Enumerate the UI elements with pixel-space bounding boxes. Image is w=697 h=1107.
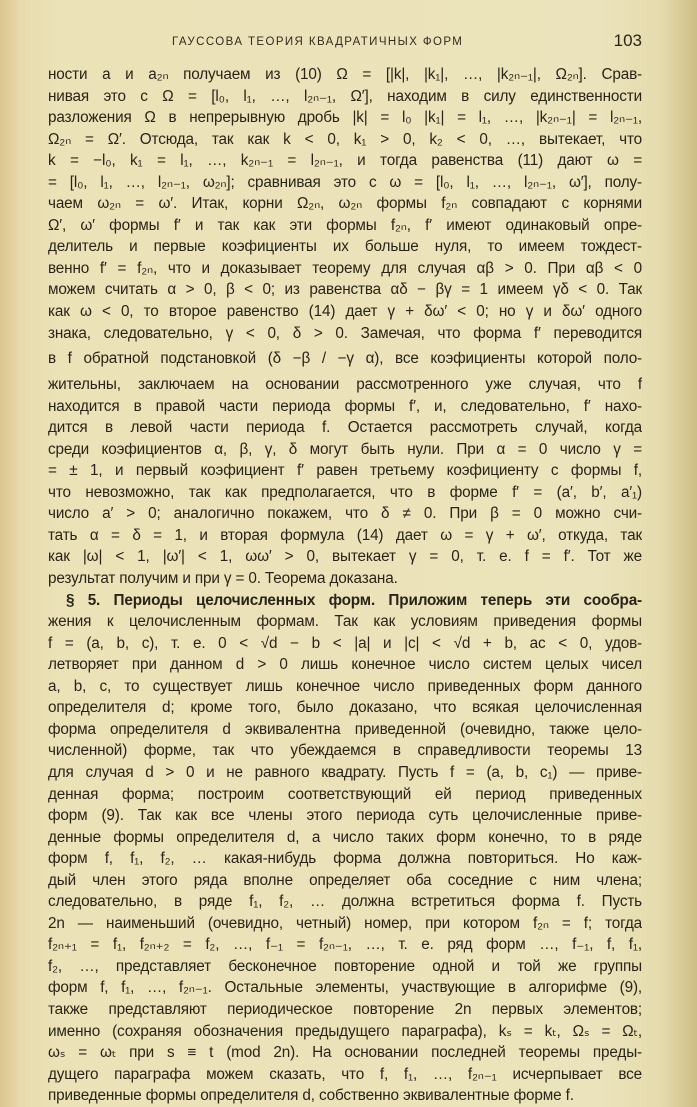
text-line: денная форма; построим соответствующий ей период приведенных	[48, 785, 642, 803]
text-line: k = −l₀, k₁ = l₁, …, k₂ₙ₋₁ = l₂ₙ₋₁, и тогда равенства (11) дают ω =	[48, 152, 642, 170]
text-line: жения к целочисленным формам. Так как условиям приведения формы	[48, 613, 642, 631]
text-line: a, b, c, то существует лишь конечное число приведенных форм данного	[48, 677, 642, 695]
text-line: дый член этого ряда вполне определяет оба соседние с ним члена;	[48, 871, 642, 889]
text-line: среди коэфициентов α, β, γ, δ могут быть нули. При α = 0 число γ =	[48, 440, 642, 458]
text-line: что невозможно, так как предполагается, что в форме f′ = (a′, b′, a′₁)	[48, 483, 642, 501]
text-line: нивая это с Ω = [l₀, l₁, …, l₂ₙ₋₁, Ω′], находим в силу единственности	[48, 87, 642, 105]
text-line: определителя d; кроме того, было доказано, что всякая целочисленная	[48, 699, 642, 717]
text-line: форма определителя d эквивалентна приведенной (очевидно, также цело-	[48, 720, 642, 738]
text-line: ωₛ = ωₜ при s ≡ t (mod 2n). На основании последней теоремы преды-	[48, 1044, 642, 1062]
text-line: следовательно, в ряде f₁, f₂, … должна встретиться форма f. Пусть	[48, 893, 642, 911]
text-line: = [l₀, l₁, …, l₂ₙ₋₁, ω₂ₙ]; сравнивая это с ω = [l₀, l₁, …, l₂ₙ₋₁, ω′], полу-	[48, 173, 642, 191]
text-line: как ω < 0, то второе равенство (14) дает γ + δω′ < 0; но γ и δω′ одного	[48, 303, 642, 321]
text-line: приведенные формы определителя d, собственно эквивалентные форме f.	[48, 1087, 574, 1105]
text-line: f₂ₙ₊₁ = f₁, f₂ₙ₊₂ = f₂, …, f₋₁ = f₂ₙ₋₁, …, т. е. ряд форм …, f₋₁, f, f₁,	[48, 936, 642, 954]
text-line: дится в левой части периода f. Остается рассмотреть случай, когда	[48, 419, 642, 437]
text-line: Ω₂ₙ = Ω′. Отсюда, так как k < 0, k₁ > 0, k₂ < 0, …, вытекает, что	[48, 130, 642, 148]
text-line: f = (a, b, c), т. е. 0 < √d − b < |a| и |c| < √d + b, ac < 0, удов-	[48, 634, 642, 652]
text-line: делитель и первые коэфициенты их больше нуля, то имеем тождест-	[48, 238, 642, 256]
text-line: форм f, f₁, f₂, … какая-нибудь форма должна повториться. Но каж-	[48, 850, 642, 868]
text-line: Ω′, ω′ формы f′ и так как эти формы f₂ₙ, f′ имеют одинаковый опре-	[48, 216, 642, 234]
text-line: чаем ω₂ₙ = ω′. Итак, корни Ω₂ₙ, ω₂ₙ формы f₂ₙ совпадают с корнями	[48, 195, 642, 213]
text-line: знака, следовательно, γ < 0, δ > 0. Замечая, что форма f′ переводится	[48, 324, 642, 342]
section-heading-line: § 5. Периоды целочисленных форм. Приложим теперь эти сообра-	[66, 591, 642, 609]
page-number: 103	[613, 31, 642, 50]
text-line: также представляют периодическое повторение 2n первых элементов;	[48, 1000, 642, 1018]
text-line: результат получим и при γ = 0. Теорема доказана.	[48, 570, 398, 588]
text-line: численной) форме, так что убеждаемся в справедливости теоремы 13	[48, 742, 642, 760]
text-line: число a′ > 0; аналогично покажем, что δ ≠ 0. При β = 0 можно счи-	[48, 505, 642, 523]
body-text	[48, 64, 642, 1107]
page-header	[48, 32, 642, 54]
text-line: именно (сохраняя обозначения предыдущего параграфа), kₛ = kₜ, Ωₛ = Ωₜ,	[48, 1022, 642, 1040]
text-line: жительны, заключаем на основании рассмотренного уже случая, что f	[48, 376, 642, 394]
text-line: = ± 1, и первый коэфициент f′ равен третьему коэфициенту c формы f,	[48, 462, 642, 480]
text-line: как |ω| < 1, |ω′| < 1, ωω′ > 0, вытекает γ = 0, т. е. f = f′. Тот же	[48, 548, 642, 566]
running-title: ГАУССОВА ТЕОРИЯ КВАДРАТИЧНЫХ ФОРМ	[172, 36, 464, 48]
text-line: форм (9). Так как все члены этого периода суть целочисленные приве-	[48, 807, 642, 825]
text-line-with-matrix: в f обратной подстановкой (δ −β / −γ α), все коэфициенты которой поло-	[48, 350, 642, 368]
text-line: венно f′ = f₂ₙ, что и доказывает теорему для случая αβ > 0. При αβ < 0	[48, 259, 642, 277]
text-line: находится в правой части периода формы f′, и, следовательно, f′ нахо-	[48, 397, 642, 415]
text-line: дущего параграфа можем сказать, что f, f₁, …, f₂ₙ₋₁ исчерпывает все	[48, 1065, 642, 1083]
text-line: f₂, …, представляет бесконечное повторение одной и той же группы	[48, 957, 642, 975]
text-line: можем считать α > 0, β < 0; из равенства αδ − βγ = 1 имеем γδ < 0. Так	[48, 281, 642, 299]
text-line: ности a и a₂ₙ получаем из (10) Ω = [|k|, |k₁|, …, |k₂ₙ₋₁|, Ω₂ₙ]. Срав-	[48, 66, 642, 83]
text-line: форм f, f₁, …, f₂ₙ₋₁. Остальные элементы, участвующие в алгорифме (9),	[48, 979, 642, 997]
text-line: летворяет при данном d > 0 лишь конечное число систем целых чисел	[48, 656, 642, 674]
text-line: разложения Ω в непрерывную дробь |k| = l₀ |k₁| = l₁, …, |k₂ₙ₋₁| = l₂ₙ₋₁,	[48, 109, 642, 127]
text-line: для случая d > 0 и не равного квадрату. Пусть f = (a, b, c₁) — приве-	[48, 763, 642, 781]
text-line: 2n — наименьший (очевидно, четный) номер, при котором f₂ₙ = f; тогда	[48, 914, 642, 932]
text-line: тать α = δ = 1, и вторая формула (14) дает ω = γ + ω′, откуда, так	[48, 526, 642, 544]
text-line: денные формы определителя d, а число таких форм конечно, то в ряде	[48, 828, 642, 846]
